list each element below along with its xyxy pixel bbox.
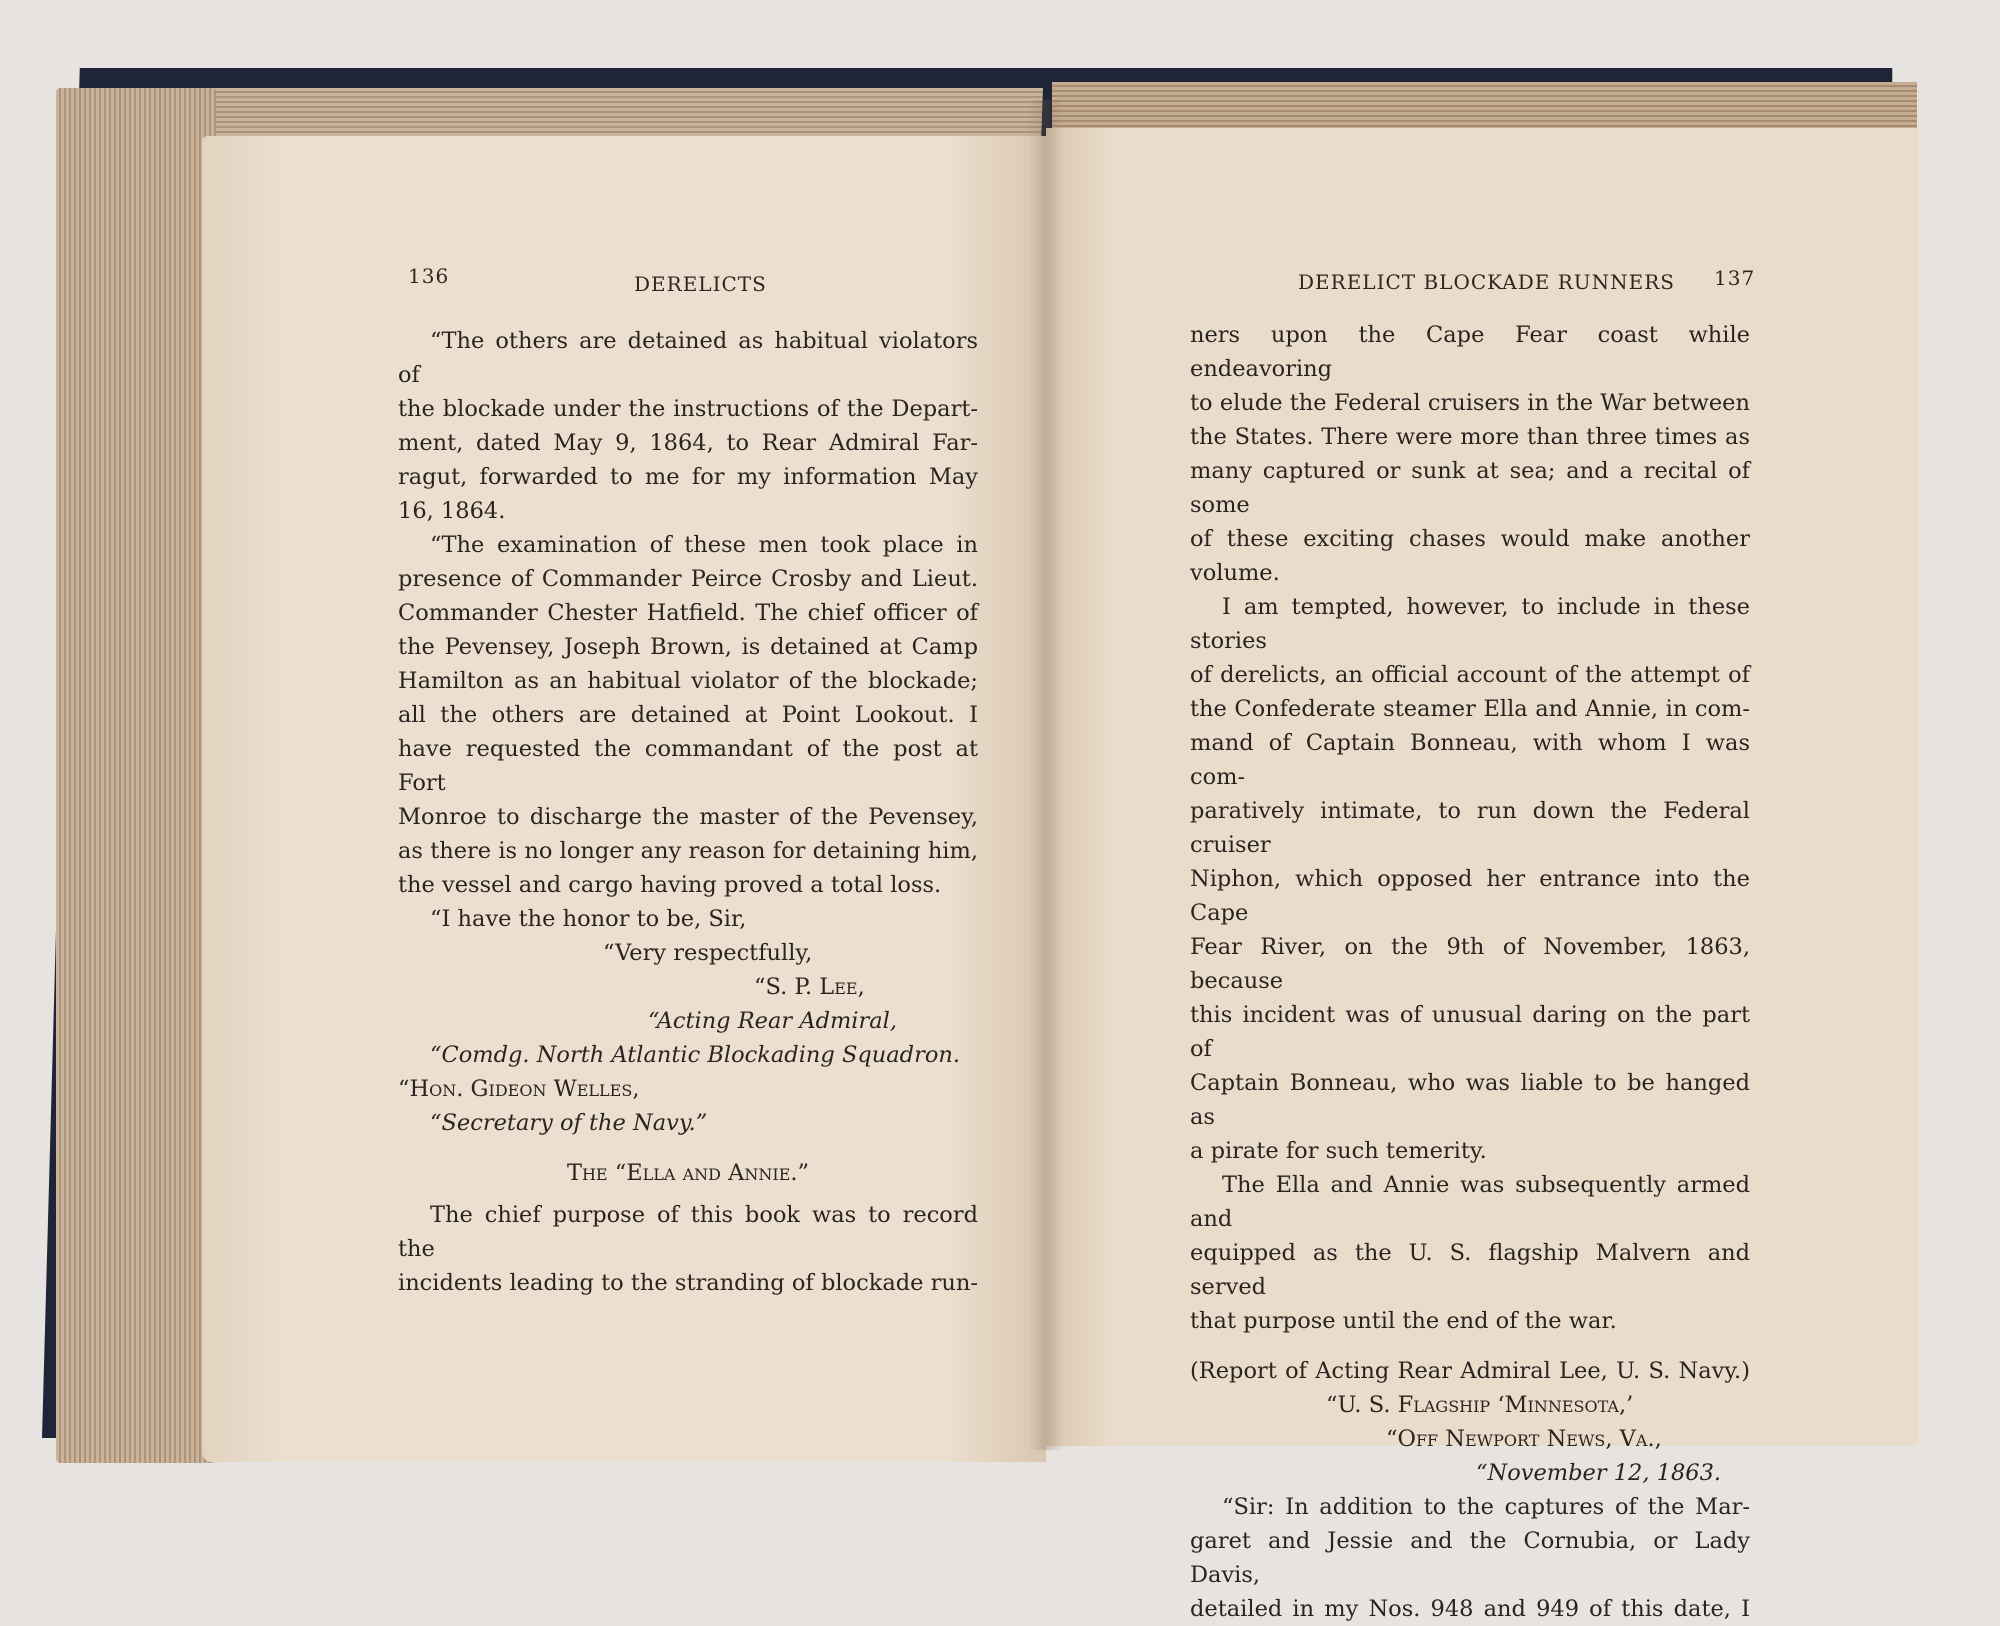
text-line: ragut, forwarded to me for my information May xyxy=(398,464,978,490)
text-line: The Ella and Annie was subsequently armed and xyxy=(1190,1172,1750,1232)
left-page-text xyxy=(398,324,978,1300)
text-line: “The others are detained as habitual violators of xyxy=(398,328,978,388)
text-line: that purpose until the end of the war. xyxy=(1190,1308,1617,1334)
text-line: Captain Bonneau, who was liable to be hanged as xyxy=(1190,1070,1750,1130)
text-line: equipped as the U. S. flagship Malvern and served xyxy=(1190,1240,1750,1300)
letter-date: “November 12, 1863. xyxy=(1476,1460,1722,1486)
text-line: “The examination of these men took place in xyxy=(430,532,978,558)
text-line: Fear River, on the 9th of November, 1863, because xyxy=(1190,934,1750,994)
report-heading: (Report of Acting Rear Admiral Lee, U. S. Navy.) xyxy=(1190,1358,1750,1384)
text-line: “I have the honor to be, Sir, xyxy=(430,906,747,932)
text-line: Commander Chester Hatfield. The chief officer of xyxy=(398,600,978,626)
right-page-number: 137 xyxy=(1714,266,1756,290)
text-line: Niphon, which opposed her entrance into the Cape xyxy=(1190,866,1750,926)
left-page-edges-side xyxy=(56,88,216,1463)
text-line: have requested the commandant of the post at Fort xyxy=(398,736,978,796)
right-page-edges-top xyxy=(1052,82,1917,130)
letter-location: “Off Newport News, Va., xyxy=(1386,1426,1662,1452)
text-line: Monroe to discharge the master of the Pevensey, xyxy=(398,804,978,830)
text-line: incidents leading to the stranding of blockade run- xyxy=(398,1270,978,1296)
text-line: a pirate for such temerity. xyxy=(1190,1138,1487,1164)
text-line: mand of Captain Bonneau, with whom I was com- xyxy=(1190,730,1750,790)
text-line: “Sir: In addition to the captures of the Mar- xyxy=(1222,1494,1750,1520)
text-line: ners upon the Cape Fear coast while endeavoring xyxy=(1190,322,1750,382)
text-line: presence of Commander Peirce Crosby and Lieut. xyxy=(398,566,978,592)
text-line: the blockade under the instructions of the Depart- xyxy=(398,396,978,422)
text-line: the vessel and cargo having proved a total loss. xyxy=(398,872,942,898)
signature-title: “Acting Rear Admiral, xyxy=(648,1008,898,1034)
text-line: the Confederate steamer Ella and Annie, in com- xyxy=(1190,696,1750,722)
text-line: all the others are detained at Point Lookout. I xyxy=(398,702,978,728)
book-gutter xyxy=(1028,100,1064,1450)
text-line: the Pevensey, Joseph Brown, is detained at Camp xyxy=(398,634,978,660)
left-page-number: 136 xyxy=(408,264,450,288)
signature-name: “S. P. Lee, xyxy=(754,974,865,1000)
text-line: “Very respectfully, xyxy=(603,940,813,966)
text-line: paratively intimate, to run down the Federal cruiser xyxy=(1190,798,1750,858)
section-heading: The “Ella and Annie.” xyxy=(566,1160,810,1186)
signature-command: “Comdg. North Atlantic Blockading Squadron. xyxy=(430,1042,961,1068)
left-running-head: DERELICTS xyxy=(634,272,767,296)
text-line: I am tempted, however, to include in these stories xyxy=(1190,594,1750,654)
text-line: of derelicts, an official account of the attempt of xyxy=(1190,662,1750,688)
right-page-text xyxy=(1190,318,1750,1626)
text-line: as there is no longer any reason for detaining him, xyxy=(398,838,978,864)
text-line: garet and Jessie and the Cornubia, or Lady Davis, xyxy=(1190,1528,1750,1588)
text-line: the States. There were more than three times as xyxy=(1190,424,1750,450)
addressee-name: “Hon. Gideon Welles, xyxy=(398,1076,640,1102)
text-line: ment, dated May 9, 1864, to Rear Admiral Far- xyxy=(398,430,978,456)
text-line: 16, 1864. xyxy=(398,498,506,524)
text-line: detailed in my Nos. 948 and 949 of this date, I xyxy=(1190,1596,1750,1622)
text-line: Hamilton as an habitual violator of the blockade; xyxy=(398,668,978,694)
text-line: many captured or sunk at sea; and a recital of some xyxy=(1190,458,1750,518)
letter-origin: “U. S. Flagship ‘Minnesota,’ xyxy=(1326,1392,1634,1418)
addressee-title: “Secretary of the Navy.” xyxy=(430,1110,708,1136)
text-line: of these exciting chases would make another volume. xyxy=(1190,526,1750,586)
text-line: to elude the Federal cruisers in the War between xyxy=(1190,390,1750,416)
text-line: The chief purpose of this book was to record the xyxy=(398,1202,978,1262)
right-running-head: DERELICT BLOCKADE RUNNERS xyxy=(1298,270,1675,294)
text-line: this incident was of unusual daring on the part of xyxy=(1190,1002,1750,1062)
